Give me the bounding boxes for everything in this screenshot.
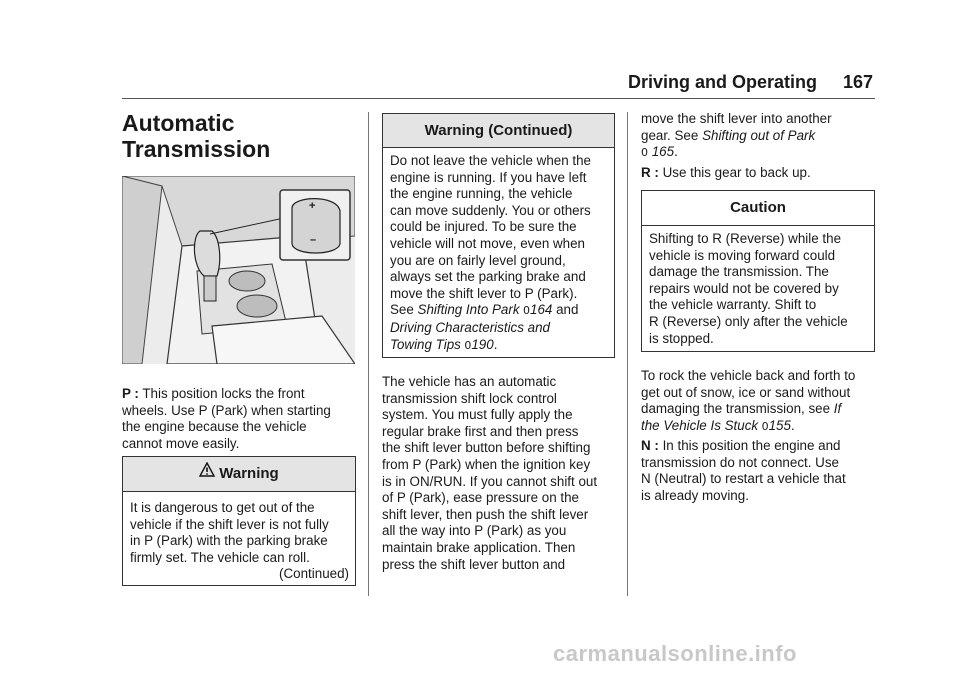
shift-lock-line-7: is in ON/RUN. If you cannot shift out bbox=[382, 473, 598, 489]
wc-and: and bbox=[552, 302, 579, 318]
park-description bbox=[122, 386, 357, 452]
rock-line-2: get out of snow, ice or sand without bbox=[641, 384, 851, 400]
reverse-key: R : bbox=[641, 165, 659, 180]
shift-lock-paragraph bbox=[382, 374, 622, 573]
caution-line-6: R (Reverse) only after the vehicle bbox=[649, 313, 848, 329]
warning-line-4: firmly set. The vehicle can roll. bbox=[130, 549, 310, 565]
warning-continued-box bbox=[382, 113, 615, 358]
park-line-2: wheels. Use P (Park) when starting bbox=[122, 402, 331, 418]
rock-line-1: To rock the vehicle back and forth to bbox=[641, 368, 856, 383]
reverse-text: Use this gear to back up. bbox=[658, 165, 811, 180]
caution-line-2: vehicle is moving forward could bbox=[649, 247, 836, 263]
shift-lock-line-12: press the shift lever button and bbox=[382, 556, 566, 572]
shift-lock-line-1: The vehicle has an automatic bbox=[382, 374, 557, 389]
ref-shifting-out-of-park[interactable]: Shifting out of Park bbox=[702, 127, 816, 143]
caution-line-5: the vehicle warranty. Shift to bbox=[649, 297, 817, 313]
shift-lock-line-11: maintain brake application. Then bbox=[382, 539, 576, 555]
shift-cont-line-2 bbox=[641, 128, 876, 145]
neutral-key: N : bbox=[641, 438, 659, 453]
caution-box bbox=[641, 190, 875, 352]
section-title bbox=[122, 110, 270, 162]
caution-body bbox=[642, 226, 874, 347]
ref-page-155[interactable]: 155 bbox=[768, 417, 791, 433]
shift-lock-line-3: system. You must fully apply the bbox=[382, 407, 573, 423]
ref-if[interactable]: If bbox=[833, 401, 842, 417]
page-ref-arrow-icon: 0 bbox=[464, 338, 472, 352]
warning-line-3: in P (Park) with the parking brake bbox=[130, 533, 328, 549]
caution-line-7: is stopped. bbox=[649, 330, 714, 346]
warning-continued: (Continued) bbox=[279, 566, 349, 581]
warning-box-header bbox=[123, 457, 355, 492]
header-rule bbox=[122, 98, 875, 99]
park-line-4: cannot move easily. bbox=[122, 435, 240, 451]
shift-lock-line-2: transmission shift lock control bbox=[382, 390, 557, 406]
wc-line-1: Do not leave the vehicle when the bbox=[390, 153, 591, 168]
ref-page-190[interactable]: 190 bbox=[471, 336, 494, 352]
wc-line-11 bbox=[390, 320, 614, 337]
warning-box bbox=[122, 456, 356, 586]
wc-line-8: always set the parking brake and bbox=[390, 269, 586, 285]
park-line-3: the engine because the vehicle bbox=[122, 419, 307, 435]
wc-line-6: vehicle will not move, even when bbox=[390, 235, 586, 251]
shift-lock-line-4: regular brake first and then press bbox=[382, 423, 579, 439]
caution-line-4: repairs would not be covered by bbox=[649, 280, 839, 296]
knob-plus-label: + bbox=[309, 200, 316, 212]
rock-line-4: the Vehicle Is Stuck 0155. bbox=[641, 417, 795, 433]
wc-line-10 bbox=[390, 302, 614, 320]
ref-page-164[interactable]: 164 bbox=[530, 302, 553, 318]
page-ref-arrow-icon: 0 bbox=[641, 146, 648, 160]
shift-lock-line-8: of P (Park), ease pressure on the bbox=[382, 490, 579, 506]
neutral-line-2: transmission do not connect. Use bbox=[641, 454, 839, 470]
shift-lever-illustration bbox=[122, 176, 355, 364]
ref-page-165[interactable]: 165 bbox=[651, 144, 675, 160]
shift-lock-line-10: all the way into P (Park) as you bbox=[382, 523, 567, 539]
console-drawing bbox=[122, 176, 355, 364]
section-title-line1: Automatic bbox=[122, 110, 235, 136]
warning-icon bbox=[199, 457, 215, 491]
warning-continued-body bbox=[383, 148, 614, 354]
neutral-line-3: N (Neutral) to restart a vehicle that bbox=[641, 471, 846, 487]
shift-cont-line-3: 0 165. bbox=[641, 144, 678, 160]
shift-lock-line-6: from P (Park) when the ignition key bbox=[382, 456, 591, 472]
section-title-line2: Transmission bbox=[122, 136, 271, 162]
wc-line-7: you are on fairly level ground, bbox=[390, 252, 566, 268]
caution-line-3: damage the transmission. The bbox=[649, 264, 829, 280]
park-line-1: This position locks the front bbox=[138, 386, 305, 401]
knob-minus-label: – bbox=[310, 234, 317, 246]
warning-continued-header: Warning (Continued) bbox=[383, 114, 614, 148]
ref-driving-characteristics[interactable]: Driving Characteristics and bbox=[390, 319, 551, 335]
caution-header: Caution bbox=[642, 191, 874, 226]
warning-line-2: vehicle if the shift lever is not fully bbox=[130, 516, 329, 532]
warning-line-1: It is dangerous to get out of the bbox=[130, 500, 315, 515]
ref-towing-tips[interactable]: Towing Tips bbox=[390, 336, 461, 352]
shift-continued-paragraph bbox=[641, 111, 876, 162]
wc-line-5: could be injured. To be sure the bbox=[390, 219, 577, 235]
neutral-description bbox=[641, 438, 881, 504]
running-header-section: Driving and Operating bbox=[628, 72, 818, 92]
rock-line-3: damaging the transmission, see If bbox=[641, 401, 842, 417]
neutral-line-1: In this position the engine and bbox=[658, 438, 841, 453]
wc-line-3: the engine running, the vehicle bbox=[390, 186, 573, 202]
warning-title: Warning bbox=[219, 465, 279, 482]
rock-vehicle-paragraph bbox=[641, 368, 881, 435]
wc-line-2: engine is running. If you have left bbox=[390, 169, 587, 185]
wc-line-9: move the shift lever to P (Park). bbox=[390, 285, 578, 301]
shift-lock-line-9: shift lever, then push the shift lever bbox=[382, 506, 589, 522]
reverse-description bbox=[641, 165, 876, 182]
warning-body bbox=[123, 492, 355, 566]
page-ref-arrow-icon: 0 bbox=[523, 304, 531, 318]
wc-see: See bbox=[390, 302, 418, 318]
neutral-line-4: is already moving. bbox=[641, 487, 749, 503]
site-watermark: carmanualsonline.info bbox=[553, 641, 797, 666]
page-ref-arrow-icon: 0 bbox=[761, 419, 769, 433]
wc-line-4: can move suddenly. You or others bbox=[390, 202, 591, 218]
shift-cont-line-1: move the shift lever into another bbox=[641, 111, 832, 126]
page-number: 167 bbox=[843, 72, 874, 92]
ref-shifting-into-park[interactable]: Shifting Into Park bbox=[417, 302, 520, 318]
caution-line-1: Shifting to R (Reverse) while the bbox=[649, 231, 842, 246]
shift-cont-see: gear. See bbox=[641, 127, 703, 143]
column-divider-2 bbox=[627, 112, 628, 596]
wc-line-12: Towing Tips 0190. bbox=[390, 336, 498, 352]
shift-lock-line-5: the shift lever button before shifting bbox=[382, 440, 591, 456]
park-key: P : bbox=[122, 386, 139, 401]
ref-vehicle-is-stuck[interactable]: the Vehicle Is Stuck bbox=[641, 417, 759, 433]
column-divider-1 bbox=[368, 112, 369, 596]
